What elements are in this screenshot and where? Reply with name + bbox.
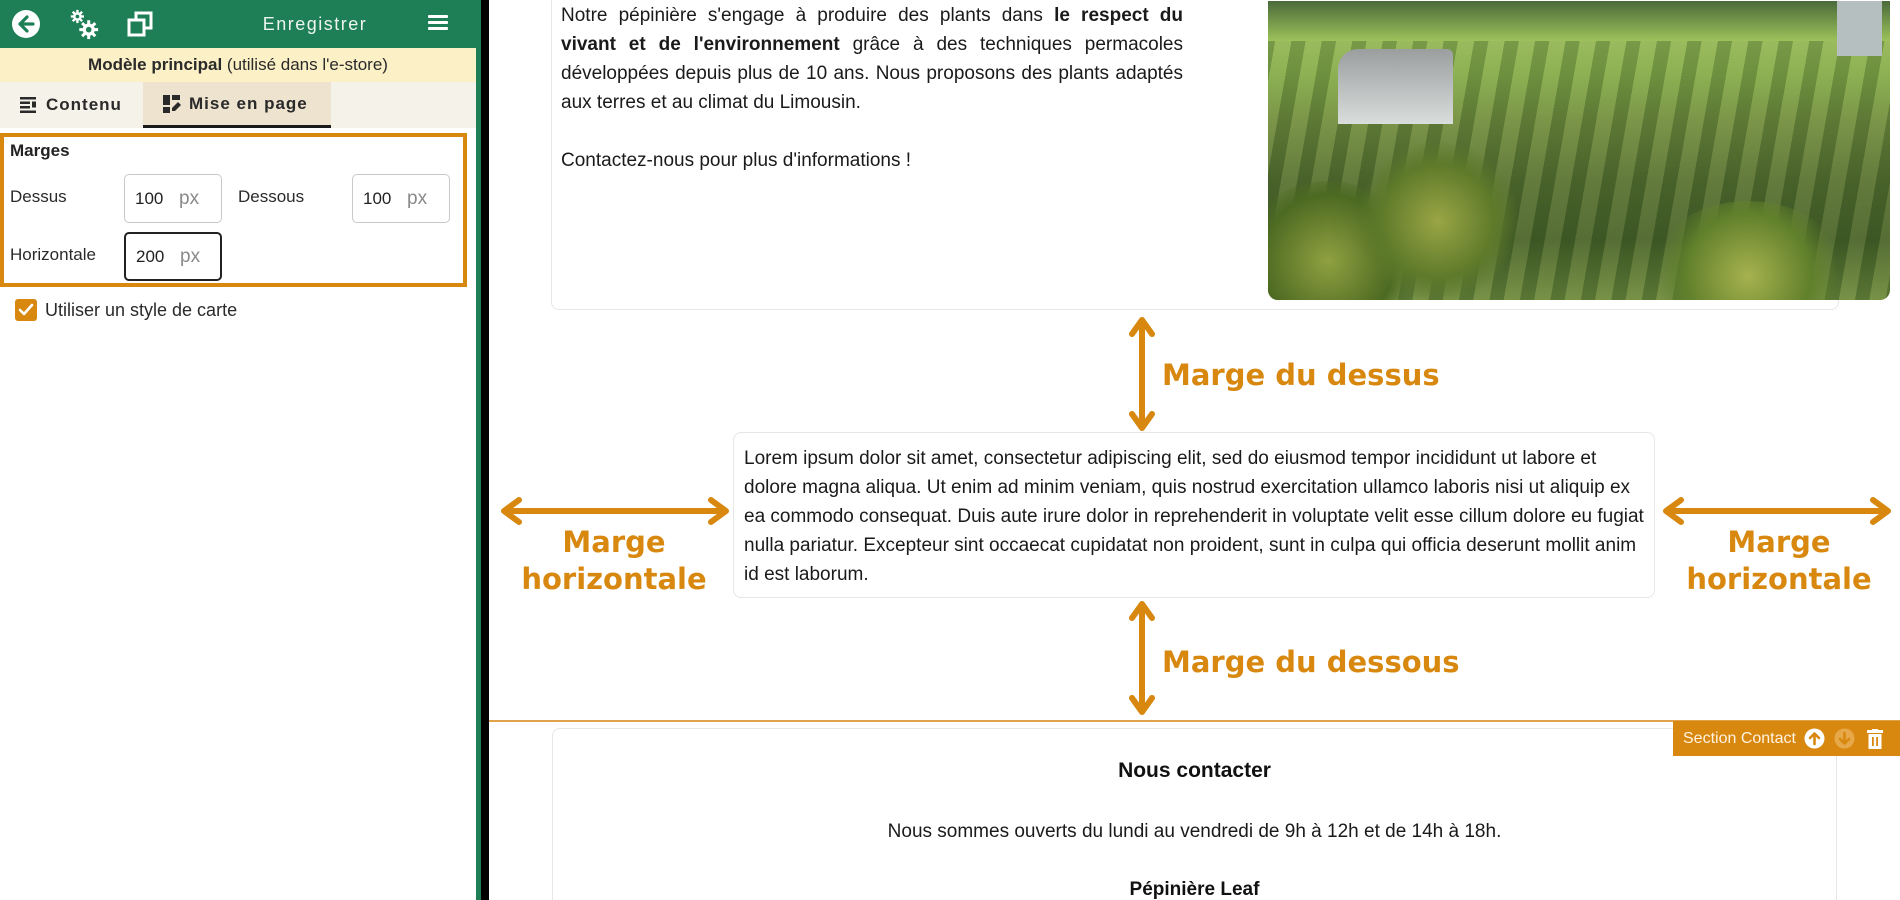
trash-icon bbox=[1867, 729, 1883, 749]
sidebar-tabs bbox=[0, 82, 476, 128]
text-lines-icon bbox=[20, 97, 38, 113]
checkmark-icon bbox=[18, 303, 34, 317]
section-toolbar bbox=[1673, 721, 1900, 756]
intro-card[interactable] bbox=[551, 0, 1839, 310]
move-section-up-button[interactable] bbox=[1804, 728, 1826, 750]
model-banner bbox=[0, 48, 476, 82]
card-style-checkbox[interactable] bbox=[15, 299, 37, 321]
contact-hours: Nous sommes ouverts du lundi au vendredi de 9h à 12h et de 14h à 18h. bbox=[887, 821, 1502, 842]
section-label: Section Contact bbox=[1683, 729, 1796, 747]
photo-tower bbox=[1837, 1, 1882, 56]
vertical-double-arrow-icon bbox=[1129, 316, 1155, 432]
save-button[interactable]: Enregistrer bbox=[262, 14, 368, 34]
intro-text-end: grâce à des techniques permacoles développées depuis plus de 10 ans. Nous proposons des plants adaptés aux terres et au climat du Limousin. bbox=[561, 34, 1184, 113]
contact-business-name: Pépinière Leaf bbox=[1129, 879, 1260, 900]
nursery-photo bbox=[1268, 1, 1890, 300]
card-style-toggle[interactable] bbox=[15, 299, 237, 321]
photo-background bbox=[1268, 1, 1890, 41]
gears-icon bbox=[68, 7, 100, 41]
margins-panel bbox=[0, 133, 467, 287]
annotation-line: horizontale bbox=[521, 562, 707, 596]
tab-contenu[interactable] bbox=[20, 82, 143, 128]
lorem-text: Lorem ipsum dolor sit amet, consectetur adipiscing elit, sed do eiusmod tempor incididunt ut labore et dolore magna aliqua. Ut enim ad minim veniam, quis nostrud exercitation ullamco laboris nisi ut aliquip ex ea commodo consequat. Duis aute irure dolor in reprehenderit in voluptate velit esse cillum dolore eu fugiat nulla pariatur. Excepteur sint occaecat cupidatat non proident, sunt in culpa qui officia deserunt mollit anim id est laborum. bbox=[744, 448, 1644, 585]
margin-bottom-input[interactable] bbox=[352, 174, 450, 223]
tab-mise-en-page[interactable] bbox=[143, 82, 331, 128]
margins-title: Marges bbox=[10, 141, 70, 160]
tab-mise-en-page-label: Mise en page bbox=[189, 93, 308, 113]
back-button[interactable] bbox=[10, 8, 42, 40]
arrow-left-circle-icon bbox=[11, 9, 41, 39]
model-note: (utilisé dans l'e-store) bbox=[222, 55, 388, 74]
tab-contenu-label: Contenu bbox=[46, 95, 122, 114]
margin-top-input[interactable] bbox=[124, 174, 222, 223]
editor-sidebar bbox=[0, 0, 476, 900]
intro-contact-line: Contactez-nous pour plus d'informations ! bbox=[561, 150, 912, 171]
intro-text bbox=[561, 1, 1183, 175]
card-style-label: Utiliser un style de carte bbox=[45, 299, 238, 320]
page-preview bbox=[489, 0, 1900, 900]
delete-section-button[interactable] bbox=[1864, 728, 1886, 750]
margin-bottom-unit: px bbox=[407, 187, 428, 209]
margin-bottom-value: 100 bbox=[363, 188, 392, 208]
margin-top-label: Dessus bbox=[10, 187, 67, 206]
duplicate-button[interactable] bbox=[124, 8, 156, 40]
photo-foliage bbox=[1358, 141, 1518, 300]
horizontal-double-arrow-icon bbox=[499, 496, 731, 526]
annotation-bottom-margin: Marge du dessous bbox=[1162, 645, 1460, 679]
settings-button[interactable] bbox=[68, 8, 100, 40]
margin-horizontal-input[interactable] bbox=[124, 232, 222, 281]
intro-text-bold: le respect du vivant et de l'environnement bbox=[561, 5, 1184, 55]
annotation-left-horizontal-margin bbox=[504, 524, 724, 598]
layout-edit-icon bbox=[163, 95, 181, 113]
annotation-top-margin: Marge du dessus bbox=[1162, 358, 1440, 392]
margin-horizontal-value: 200 bbox=[136, 246, 165, 266]
annotation-line: Marge bbox=[1727, 525, 1831, 559]
sidebar-header bbox=[0, 0, 476, 48]
model-name: Modèle principal bbox=[88, 55, 223, 74]
horizontal-double-arrow-icon bbox=[1661, 496, 1893, 526]
margin-bottom-label: Dessous bbox=[238, 187, 305, 206]
contact-card[interactable] bbox=[552, 728, 1837, 900]
copy-windows-icon bbox=[126, 10, 154, 38]
lorem-card[interactable] bbox=[733, 432, 1655, 598]
margin-horizontal-label: Horizontale bbox=[10, 245, 96, 264]
photo-foliage bbox=[1648, 201, 1848, 300]
margin-top-unit: px bbox=[179, 187, 200, 209]
arrow-up-circle-icon bbox=[1804, 728, 1825, 749]
menu-button[interactable] bbox=[424, 12, 452, 36]
photo-greenhouse bbox=[1338, 49, 1453, 124]
move-section-down-button[interactable] bbox=[1834, 728, 1856, 750]
annotation-right-horizontal-margin bbox=[1669, 524, 1889, 598]
arrow-down-circle-icon bbox=[1834, 728, 1855, 749]
annotation-line: Marge bbox=[562, 525, 666, 559]
hamburger-icon bbox=[424, 15, 452, 30]
vertical-double-arrow-icon bbox=[1129, 600, 1155, 716]
contact-title: Nous contacter bbox=[1118, 759, 1271, 782]
margin-horizontal-unit: px bbox=[180, 245, 201, 267]
margin-top-value: 100 bbox=[135, 188, 164, 208]
intro-text-start: Notre pépinière s'engage à produire des plants dans bbox=[561, 5, 1055, 26]
resize-divider[interactable] bbox=[481, 0, 489, 900]
annotation-line: horizontale bbox=[1686, 562, 1872, 596]
